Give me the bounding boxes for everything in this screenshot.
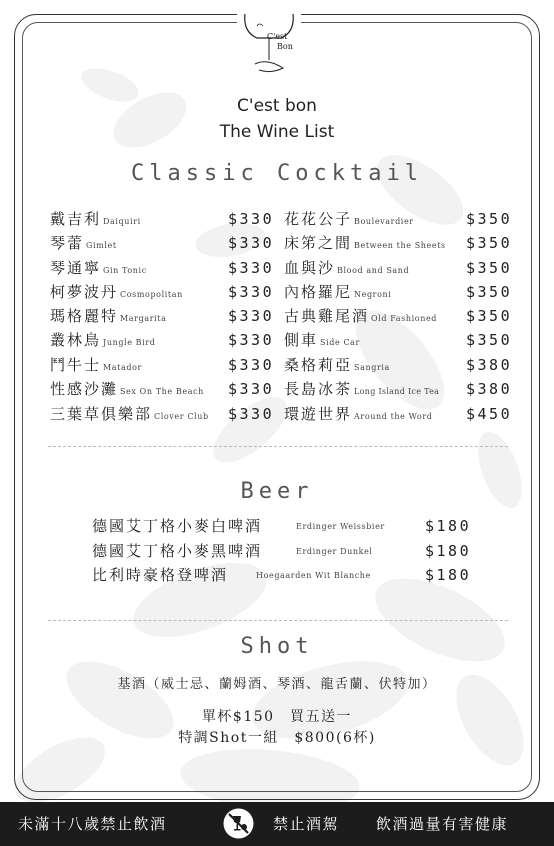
item-price: $330 — [228, 283, 275, 301]
item-name-en: Long Island Ice Tea — [354, 387, 440, 396]
cocktail-item — [284, 305, 437, 327]
item-price: $330 — [228, 331, 275, 349]
shot-base-spirits: 基酒（威士忌、蘭姆酒、琴酒、龍舌蘭、伏特加） — [117, 677, 437, 692]
item-name-zh: 床笫之間 — [284, 234, 353, 252]
item-name-zh: 長島冰茶 — [284, 380, 353, 398]
cocktail-item — [50, 354, 142, 376]
beer-name-en: Erdinger Weissbier — [296, 522, 385, 531]
logo — [237, 8, 301, 76]
item-price: $330 — [228, 210, 275, 228]
item-name-zh: 桑格莉亞 — [284, 356, 353, 374]
item-price: $380 — [466, 380, 513, 398]
item-price: $450 — [466, 405, 513, 423]
item-name-en: Between the Sheets — [354, 241, 446, 250]
beer-price: $180 — [425, 566, 472, 584]
footer-health-notice: 飲酒過量有害健康 — [376, 815, 509, 833]
item-name-en: Boulevardier — [354, 217, 414, 226]
item-price: $330 — [228, 234, 275, 252]
shot-title: Shot — [240, 634, 314, 659]
item-name-zh: 性感沙灘 — [50, 380, 119, 398]
item-price: $350 — [466, 331, 513, 349]
item-name-en: Gin Tonic — [103, 266, 147, 275]
item-name-zh: 叢林鳥 — [50, 331, 102, 349]
beer-name-zh: 比利時豪格登啤酒 — [92, 566, 229, 584]
item-price: $350 — [466, 283, 513, 301]
item-price: $330 — [228, 405, 275, 423]
beer-name-en: Erdinger Dunkel — [296, 547, 373, 556]
item-name-zh: 柯夢波丹 — [50, 283, 119, 301]
item-name-en: Negroni — [354, 290, 392, 299]
item-name-zh: 環遊世界 — [284, 405, 353, 423]
cocktail-item — [284, 329, 360, 351]
item-name-zh: 花花公子 — [284, 210, 353, 228]
cocktail-item — [50, 403, 209, 425]
beer-name-zh: 德國艾丁格小麥黑啤酒 — [92, 542, 263, 560]
item-name-en: Matador — [103, 363, 142, 372]
item-price: $350 — [466, 259, 513, 277]
cocktail-item — [50, 208, 141, 230]
item-name-en: Daiquiri — [103, 217, 141, 226]
footer-drunk-driving-notice: 禁止酒駕 — [273, 815, 340, 833]
cocktail-item — [284, 257, 409, 279]
cocktail-item — [50, 281, 183, 303]
menu-subtitle: The Wine List — [219, 122, 335, 142]
item-name-zh: 側車 — [284, 331, 319, 349]
beer-price: $180 — [425, 542, 472, 560]
cocktail-item — [284, 378, 439, 400]
item-price: $380 — [466, 356, 513, 374]
cocktail-item — [284, 354, 390, 376]
item-name-en: Cosmopolitan — [120, 290, 183, 299]
item-name-en: Side Car — [320, 338, 360, 347]
item-name-en: Margarita — [120, 314, 167, 323]
shot-special-set: 特調Shot一組 $800(6杯) — [178, 730, 376, 746]
cocktail-item — [50, 378, 204, 400]
section-divider — [48, 446, 508, 447]
beer-price: $180 — [425, 517, 472, 535]
cocktail-item — [50, 305, 166, 327]
cocktail-item — [284, 208, 414, 230]
item-name-en: Jungle Bird — [103, 338, 156, 347]
item-name-en: Sangria — [354, 363, 390, 372]
cocktail-item — [50, 257, 147, 279]
item-price: $350 — [466, 210, 513, 228]
item-price: $330 — [228, 380, 275, 398]
item-name-en: Clover Club — [154, 412, 209, 421]
item-price: $330 — [228, 307, 275, 325]
legal-footer — [0, 802, 554, 846]
item-price: $330 — [228, 356, 275, 374]
item-name-en: Sex On The Beach — [120, 387, 204, 396]
logo-text-line2: Bon — [277, 42, 293, 51]
section-divider — [48, 620, 508, 621]
item-name-zh: 血與沙 — [284, 259, 336, 277]
item-name-en: Blood and Sand — [337, 266, 410, 275]
item-name-zh: 瑪格麗特 — [50, 307, 119, 325]
brand-name: C'est bon — [237, 96, 317, 116]
item-name-en: Gimlet — [86, 241, 117, 250]
item-name-zh: 內格羅尼 — [284, 283, 353, 301]
cocktail-item — [284, 281, 391, 303]
logo-text-line1: C'est — [267, 32, 288, 41]
beer-title: Beer — [240, 479, 314, 504]
cocktail-item — [50, 329, 155, 351]
item-name-en: Around the Word — [354, 412, 433, 421]
item-name-zh: 琴蕾 — [50, 234, 85, 252]
item-name-zh: 戴吉利 — [50, 210, 102, 228]
item-price: $350 — [466, 307, 513, 325]
footer-underage-notice: 未滿十八歲禁止飲酒 — [18, 815, 167, 833]
cocktail-item — [284, 403, 433, 425]
item-price: $330 — [228, 259, 275, 277]
item-name-zh: 三葉草俱樂部 — [50, 405, 153, 423]
no-drinking-icon — [222, 807, 255, 840]
item-name-zh: 鬥牛士 — [50, 356, 102, 374]
item-price: $350 — [466, 234, 513, 252]
shot-single-price: 單杯$150 買五送一 — [201, 709, 353, 725]
beer-name-zh: 德國艾丁格小麥白啤酒 — [92, 517, 263, 535]
beer-name-en: Hoegaarden Wit Blanche — [256, 571, 371, 580]
item-name-zh: 琴通寧 — [50, 259, 102, 277]
cocktail-item — [50, 232, 117, 254]
item-name-zh: 古典雞尾酒 — [284, 307, 370, 325]
cocktail-item — [284, 232, 446, 254]
item-name-en: Old Fashioned — [371, 314, 438, 323]
classic-cocktail-title: Classic Cocktail — [131, 161, 423, 186]
